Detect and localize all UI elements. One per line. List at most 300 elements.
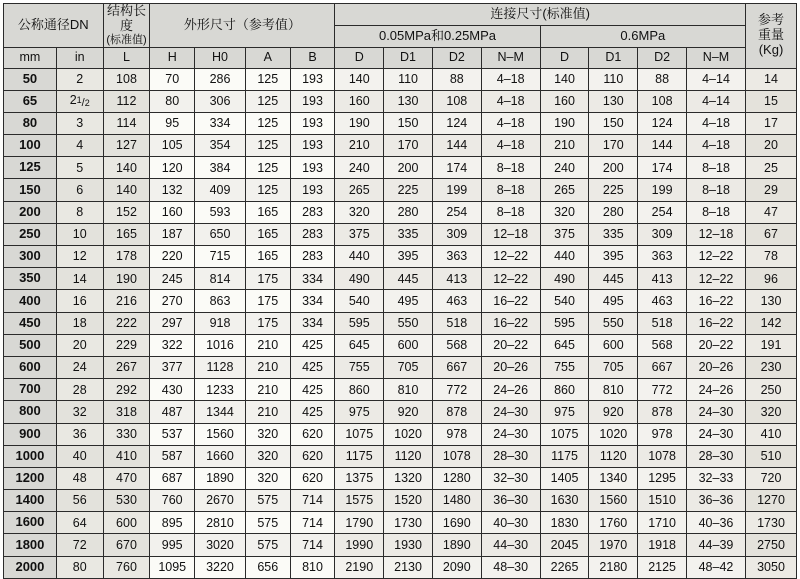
- cell-L: 222: [103, 312, 150, 334]
- cell-D-low: 140: [335, 68, 384, 90]
- cell-D-low: 1075: [335, 423, 384, 445]
- table-row: [4, 112, 797, 134]
- cell-D2-high: 144: [638, 135, 687, 157]
- cell-B: 714: [290, 512, 335, 534]
- cell-D1-high: 130: [589, 90, 638, 112]
- cell-H: 995: [150, 534, 195, 556]
- cell-B: 810: [290, 556, 335, 578]
- cell-NM-high: 8–18: [687, 157, 746, 179]
- cell-D1-low: 395: [384, 246, 433, 268]
- cell-D-high: 490: [540, 268, 589, 290]
- cell-A: 175: [245, 312, 290, 334]
- cell-H0: 1560: [195, 423, 246, 445]
- cell-H: 687: [150, 467, 195, 489]
- unit-D1-high: D1: [589, 47, 638, 68]
- cell-B: 193: [290, 90, 335, 112]
- cell-D2-high: 108: [638, 90, 687, 112]
- cell-NM-low: 36–30: [481, 490, 540, 512]
- cell-weight: 67: [746, 223, 797, 245]
- cell-D2-low: 878: [432, 401, 481, 423]
- table-row: [4, 157, 797, 179]
- cell-D2-high: 667: [638, 356, 687, 378]
- table-row: [4, 534, 797, 556]
- cell-D-high: 240: [540, 157, 589, 179]
- cell-dn: 300: [4, 246, 57, 268]
- cell-D-high: 265: [540, 179, 589, 201]
- cell-in: 20: [56, 334, 103, 356]
- cell-in: 28: [56, 379, 103, 401]
- cell-D2-high: 1295: [638, 467, 687, 489]
- cell-D1-low: 225: [384, 179, 433, 201]
- cell-H: 760: [150, 490, 195, 512]
- cell-in: 80: [56, 556, 103, 578]
- cell-B: 193: [290, 68, 335, 90]
- cell-in: $2^1/2$: [56, 90, 103, 112]
- cell-NM-low: 16–22: [481, 290, 540, 312]
- cell-in: 12: [56, 246, 103, 268]
- cell-L: 470: [103, 467, 150, 489]
- cell-D-high: 2265: [540, 556, 589, 578]
- cell-A: 575: [245, 512, 290, 534]
- cell-A: 320: [245, 445, 290, 467]
- table-header: [4, 4, 797, 69]
- cell-D-low: 1790: [335, 512, 384, 534]
- cell-D2-high: 1918: [638, 534, 687, 556]
- cell-B: 714: [290, 490, 335, 512]
- header-weight-line3: (Kg): [758, 42, 784, 58]
- unit-in: in: [56, 47, 103, 68]
- cell-weight: 510: [746, 445, 797, 467]
- cell-L: 760: [103, 556, 150, 578]
- cell-H0: 814: [195, 268, 246, 290]
- cell-D2-low: 199: [432, 179, 481, 201]
- cell-weight: 1730: [746, 512, 797, 534]
- cell-D1-high: 495: [589, 290, 638, 312]
- header-outline-group: 外形尺寸（参考值）: [150, 4, 335, 48]
- cell-D1-low: 920: [384, 401, 433, 423]
- cell-D-low: 265: [335, 179, 384, 201]
- cell-D1-high: 280: [589, 201, 638, 223]
- cell-weight: 17: [746, 112, 797, 134]
- cell-D-low: 595: [335, 312, 384, 334]
- unit-D2-low: D2: [432, 47, 481, 68]
- cell-D1-high: 200: [589, 157, 638, 179]
- unit-D-high: D: [540, 47, 589, 68]
- cell-H0: 918: [195, 312, 246, 334]
- table-row: [4, 290, 797, 312]
- cell-B: 425: [290, 379, 335, 401]
- cell-B: 425: [290, 356, 335, 378]
- cell-D-high: 210: [540, 135, 589, 157]
- cell-NM-low: 28–30: [481, 445, 540, 467]
- cell-D-low: 1375: [335, 467, 384, 489]
- cell-in: 16: [56, 290, 103, 312]
- cell-D1-low: 1930: [384, 534, 433, 556]
- cell-L: 152: [103, 201, 150, 223]
- cell-H0: 3020: [195, 534, 246, 556]
- cell-H0: 1660: [195, 445, 246, 467]
- unit-mm: mm: [4, 47, 57, 68]
- cell-D2-high: 1710: [638, 512, 687, 534]
- cell-D-low: 1575: [335, 490, 384, 512]
- cell-D1-high: 1340: [589, 467, 638, 489]
- cell-D-high: 320: [540, 201, 589, 223]
- cell-L: 330: [103, 423, 150, 445]
- cell-A: 320: [245, 467, 290, 489]
- cell-D-high: 755: [540, 356, 589, 378]
- cell-D2-high: 199: [638, 179, 687, 201]
- cell-H0: 409: [195, 179, 246, 201]
- cell-D2-high: 978: [638, 423, 687, 445]
- cell-H: 297: [150, 312, 195, 334]
- cell-A: 165: [245, 223, 290, 245]
- cell-D2-high: 124: [638, 112, 687, 134]
- cell-D2-high: 878: [638, 401, 687, 423]
- cell-D2-high: 772: [638, 379, 687, 401]
- cell-H: 220: [150, 246, 195, 268]
- cell-A: 210: [245, 401, 290, 423]
- cell-D1-high: 920: [589, 401, 638, 423]
- cell-D1-high: 1760: [589, 512, 638, 534]
- cell-D1-high: 600: [589, 334, 638, 356]
- cell-D1-high: 445: [589, 268, 638, 290]
- cell-in: 48: [56, 467, 103, 489]
- cell-B: 620: [290, 445, 335, 467]
- cell-D-low: 320: [335, 201, 384, 223]
- cell-dn: 150: [4, 179, 57, 201]
- cell-H: 187: [150, 223, 195, 245]
- cell-D-high: 190: [540, 112, 589, 134]
- cell-H0: 334: [195, 112, 246, 134]
- header-pressure-005-025: 0.05MPa和0.25MPa: [335, 25, 540, 47]
- cell-D2-high: 174: [638, 157, 687, 179]
- cell-L: 229: [103, 334, 150, 356]
- cell-D-high: 975: [540, 401, 589, 423]
- cell-NM-high: 4–18: [687, 135, 746, 157]
- cell-dn: 450: [4, 312, 57, 334]
- cell-NM-high: 16–22: [687, 312, 746, 334]
- cell-H0: 1233: [195, 379, 246, 401]
- cell-L: 127: [103, 135, 150, 157]
- cell-A: 210: [245, 356, 290, 378]
- cell-weight: 320: [746, 401, 797, 423]
- cell-H0: 1128: [195, 356, 246, 378]
- cell-D2-low: 1280: [432, 467, 481, 489]
- cell-weight: 130: [746, 290, 797, 312]
- cell-H: 270: [150, 290, 195, 312]
- cell-L: 318: [103, 401, 150, 423]
- cell-NM-high: 44–39: [687, 534, 746, 556]
- cell-D2-low: 124: [432, 112, 481, 134]
- cell-NM-high: 12–22: [687, 246, 746, 268]
- cell-B: 714: [290, 534, 335, 556]
- unit-D2-high: D2: [638, 47, 687, 68]
- cell-weight: 15: [746, 90, 797, 112]
- cell-D2-low: 88: [432, 68, 481, 90]
- cell-H0: 3220: [195, 556, 246, 578]
- cell-H0: 354: [195, 135, 246, 157]
- cell-D-low: 190: [335, 112, 384, 134]
- cell-weight: 78: [746, 246, 797, 268]
- cell-in: 5: [56, 157, 103, 179]
- cell-H: 160: [150, 201, 195, 223]
- cell-in: 8: [56, 201, 103, 223]
- cell-L: 190: [103, 268, 150, 290]
- table-row: [4, 179, 797, 201]
- cell-A: 125: [245, 112, 290, 134]
- cell-H0: 306: [195, 90, 246, 112]
- unit-NM-high: N–M: [687, 47, 746, 68]
- cell-NM-low: 32–30: [481, 467, 540, 489]
- cell-weight: 720: [746, 467, 797, 489]
- cell-in: 36: [56, 423, 103, 445]
- cell-H0: 1890: [195, 467, 246, 489]
- cell-D2-high: 1078: [638, 445, 687, 467]
- table-row: [4, 246, 797, 268]
- cell-weight: 230: [746, 356, 797, 378]
- cell-L: 410: [103, 445, 150, 467]
- cell-dn: 125: [4, 157, 57, 179]
- cell-D1-high: 110: [589, 68, 638, 90]
- cell-dn: 1600: [4, 512, 57, 534]
- unit-D-low: D: [335, 47, 384, 68]
- cell-B: 334: [290, 268, 335, 290]
- table-row: [4, 556, 797, 578]
- cell-dn: 800: [4, 401, 57, 423]
- cell-A: 125: [245, 68, 290, 90]
- cell-H: 587: [150, 445, 195, 467]
- cell-D-high: 595: [540, 312, 589, 334]
- cell-L: 292: [103, 379, 150, 401]
- cell-NM-high: 4–18: [687, 112, 746, 134]
- cell-in: 2: [56, 68, 103, 90]
- cell-dn: 1200: [4, 467, 57, 489]
- cell-B: 334: [290, 312, 335, 334]
- cell-weight: 96: [746, 268, 797, 290]
- cell-NM-high: 8–18: [687, 201, 746, 223]
- header-length-sublabel: (标准值): [106, 33, 147, 46]
- cell-B: 193: [290, 157, 335, 179]
- cell-in: 4: [56, 135, 103, 157]
- cell-B: 425: [290, 334, 335, 356]
- cell-NM-high: 24–30: [687, 401, 746, 423]
- cell-D2-high: 518: [638, 312, 687, 334]
- cell-D2-low: 568: [432, 334, 481, 356]
- cell-D-high: 140: [540, 68, 589, 90]
- cell-NM-low: 4–18: [481, 135, 540, 157]
- cell-dn: 80: [4, 112, 57, 134]
- cell-L: 140: [103, 157, 150, 179]
- cell-A: 210: [245, 334, 290, 356]
- cell-NM-high: 16–22: [687, 290, 746, 312]
- cell-NM-low: 4–18: [481, 90, 540, 112]
- table-row: [4, 401, 797, 423]
- cell-D1-low: 705: [384, 356, 433, 378]
- cell-L: 108: [103, 68, 150, 90]
- cell-D2-low: 144: [432, 135, 481, 157]
- cell-D-high: 1405: [540, 467, 589, 489]
- cell-B: 334: [290, 290, 335, 312]
- cell-A: 165: [245, 246, 290, 268]
- cell-in: 72: [56, 534, 103, 556]
- table-row: [4, 223, 797, 245]
- cell-D1-high: 170: [589, 135, 638, 157]
- cell-H0: 1016: [195, 334, 246, 356]
- cell-weight: 410: [746, 423, 797, 445]
- cell-H0: 286: [195, 68, 246, 90]
- cell-NM-low: 24–30: [481, 401, 540, 423]
- cell-in: 32: [56, 401, 103, 423]
- cell-L: 140: [103, 179, 150, 201]
- cell-A: 125: [245, 157, 290, 179]
- cell-H0: 384: [195, 157, 246, 179]
- cell-weight: 29: [746, 179, 797, 201]
- cell-D2-low: 1890: [432, 534, 481, 556]
- cell-D1-low: 170: [384, 135, 433, 157]
- cell-D2-high: 1510: [638, 490, 687, 512]
- cell-H: 322: [150, 334, 195, 356]
- cell-D2-low: 413: [432, 268, 481, 290]
- cell-A: 125: [245, 135, 290, 157]
- cell-NM-low: 12–22: [481, 268, 540, 290]
- cell-D2-low: 463: [432, 290, 481, 312]
- cell-D1-high: 335: [589, 223, 638, 245]
- table-row: [4, 356, 797, 378]
- cell-H0: 2810: [195, 512, 246, 534]
- cell-L: 114: [103, 112, 150, 134]
- cell-H0: 863: [195, 290, 246, 312]
- cell-NM-low: 20–22: [481, 334, 540, 356]
- cell-D2-high: 254: [638, 201, 687, 223]
- unit-B: B: [290, 47, 335, 68]
- table-row: [4, 334, 797, 356]
- cell-D1-low: 130: [384, 90, 433, 112]
- cell-weight: 47: [746, 201, 797, 223]
- cell-L: 178: [103, 246, 150, 268]
- cell-D2-low: 667: [432, 356, 481, 378]
- cell-D1-high: 1970: [589, 534, 638, 556]
- cell-D2-low: 1480: [432, 490, 481, 512]
- cell-H: 120: [150, 157, 195, 179]
- unit-L: L: [103, 47, 150, 68]
- cell-NM-high: 8–18: [687, 179, 746, 201]
- cell-in: 3: [56, 112, 103, 134]
- cell-A: 575: [245, 490, 290, 512]
- cell-B: 620: [290, 423, 335, 445]
- valve-dimension-table: [3, 3, 797, 579]
- table-row: [4, 512, 797, 534]
- cell-D-low: 210: [335, 135, 384, 157]
- cell-dn: 700: [4, 379, 57, 401]
- cell-dn: 2000: [4, 556, 57, 578]
- header-length-group: [103, 4, 150, 48]
- cell-D-high: 440: [540, 246, 589, 268]
- cell-weight: 2750: [746, 534, 797, 556]
- cell-NM-low: 24–30: [481, 423, 540, 445]
- cell-D1-low: 280: [384, 201, 433, 223]
- header-weight-group: [746, 4, 797, 69]
- cell-weight: 20: [746, 135, 797, 157]
- cell-NM-low: 8–18: [481, 157, 540, 179]
- cell-D1-low: 1120: [384, 445, 433, 467]
- cell-weight: 3050: [746, 556, 797, 578]
- cell-weight: 25: [746, 157, 797, 179]
- cell-D2-low: 518: [432, 312, 481, 334]
- cell-D-low: 1990: [335, 534, 384, 556]
- cell-weight: 142: [746, 312, 797, 334]
- cell-A: 125: [245, 90, 290, 112]
- cell-NM-high: 20–26: [687, 356, 746, 378]
- cell-D1-low: 2130: [384, 556, 433, 578]
- cell-NM-high: 20–22: [687, 334, 746, 356]
- cell-D-low: 860: [335, 379, 384, 401]
- header-weight-line1: 参考: [757, 12, 784, 28]
- cell-in: 10: [56, 223, 103, 245]
- cell-D2-low: 108: [432, 90, 481, 112]
- cell-D2-low: 978: [432, 423, 481, 445]
- cell-D2-low: 309: [432, 223, 481, 245]
- cell-D-high: 1075: [540, 423, 589, 445]
- cell-NM-low: 4–18: [481, 112, 540, 134]
- cell-D1-low: 1320: [384, 467, 433, 489]
- cell-dn: 600: [4, 356, 57, 378]
- header-connect-group: 连接尺寸(标准值): [335, 4, 746, 26]
- cell-NM-high: 36–36: [687, 490, 746, 512]
- cell-NM-low: 8–18: [481, 201, 540, 223]
- cell-D2-low: 772: [432, 379, 481, 401]
- cell-H0: 2670: [195, 490, 246, 512]
- cell-L: 670: [103, 534, 150, 556]
- cell-NM-low: 20–26: [481, 356, 540, 378]
- cell-D-low: 490: [335, 268, 384, 290]
- cell-D1-low: 445: [384, 268, 433, 290]
- cell-NM-low: 48–30: [481, 556, 540, 578]
- table-row: [4, 379, 797, 401]
- cell-B: 425: [290, 401, 335, 423]
- cell-D2-high: 568: [638, 334, 687, 356]
- unit-H0: H0: [195, 47, 246, 68]
- cell-in: 24: [56, 356, 103, 378]
- cell-D1-low: 600: [384, 334, 433, 356]
- cell-L: 112: [103, 90, 150, 112]
- cell-D-high: 375: [540, 223, 589, 245]
- cell-H: 245: [150, 268, 195, 290]
- table-row: [4, 135, 797, 157]
- cell-L: 530: [103, 490, 150, 512]
- cell-NM-high: 40–36: [687, 512, 746, 534]
- cell-D1-low: 150: [384, 112, 433, 134]
- cell-H: 430: [150, 379, 195, 401]
- cell-NM-high: 32–33: [687, 467, 746, 489]
- table-row: [4, 445, 797, 467]
- cell-D-low: 975: [335, 401, 384, 423]
- cell-D-high: 540: [540, 290, 589, 312]
- cell-A: 575: [245, 534, 290, 556]
- cell-dn: 500: [4, 334, 57, 356]
- cell-H: 1095: [150, 556, 195, 578]
- cell-weight: 191: [746, 334, 797, 356]
- cell-L: 600: [103, 512, 150, 534]
- cell-D2-low: 1078: [432, 445, 481, 467]
- cell-in: 14: [56, 268, 103, 290]
- cell-D1-high: 395: [589, 246, 638, 268]
- cell-A: 165: [245, 201, 290, 223]
- cell-NM-low: 8–18: [481, 179, 540, 201]
- header-length-label: 结构长度: [106, 3, 146, 33]
- cell-in: 18: [56, 312, 103, 334]
- cell-L: 267: [103, 356, 150, 378]
- cell-dn: 100: [4, 135, 57, 157]
